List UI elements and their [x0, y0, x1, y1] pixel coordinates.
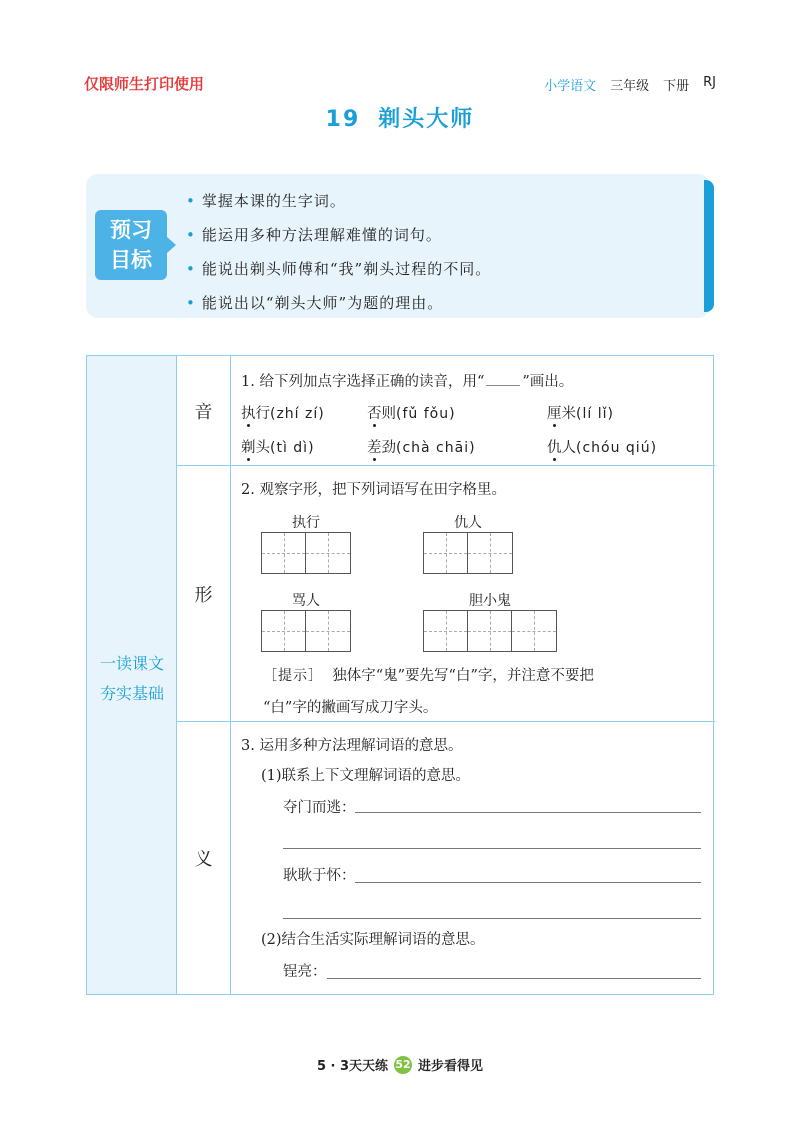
category-shape: 形: [177, 466, 231, 721]
section-label: 一读课文 夯实基础: [99, 654, 164, 703]
volume-label: 下册: [663, 79, 690, 94]
goal-item: • 能说出剃头师傅和“我”剃头过程的不同。: [186, 260, 492, 278]
word-label: 胆小鬼: [469, 593, 511, 609]
term-label: 夺门而逃：: [283, 800, 356, 816]
grade-label: 三年级: [610, 79, 650, 94]
question-3: 3. 运用多种方法理解词语的意思。: [241, 738, 463, 754]
goal-item: • 能运用多种方法理解难懂的词句。: [186, 226, 442, 244]
book-info: [544, 75, 716, 94]
exercise-section: [86, 355, 714, 995]
term-label: 耿耿于怀：: [283, 868, 356, 884]
word-label: 执行: [292, 515, 320, 531]
page-footer: [0, 1055, 800, 1074]
sub-question-2: (2)结合生活实际理解词语的意思。: [261, 932, 485, 948]
underline-sample: [486, 385, 520, 386]
tip-line-1: ［提示］ 独体字“鬼”要先写“白”字，并注意不要把: [263, 668, 594, 684]
footer-slogan: 进步看得见: [418, 1059, 484, 1074]
goals-list: [186, 184, 491, 320]
bullet-icon: •: [186, 294, 196, 312]
sub-question-1: (1)联系上下文理解词语的意思。: [261, 768, 471, 784]
pron-item: 差劲(chà chāi): [367, 440, 476, 456]
meaning-row: [177, 722, 715, 994]
sound-row: [177, 356, 715, 466]
print-notice: 仅限师生打印使用: [84, 75, 205, 93]
pron-item: 剃头(tì dì): [241, 440, 315, 456]
question-2: 2. 观察字形，把下列词语写在田字格里。: [241, 482, 506, 498]
preview-goals-badge: [95, 210, 167, 280]
badge-line-2: 目标: [110, 248, 152, 272]
tianzige-grid[interactable]: [423, 610, 557, 652]
category-meaning: 义: [177, 722, 231, 994]
section-sidebar: [87, 356, 177, 994]
pron-item: 否则(fǔ fǒu): [367, 406, 456, 422]
goal-item: • 掌握本课的生字词。: [186, 192, 346, 210]
bullet-icon: •: [186, 192, 196, 210]
shape-row: [177, 466, 715, 722]
term-label: 锃亮：: [283, 964, 327, 980]
answer-line[interactable]: [283, 918, 701, 919]
answer-line[interactable]: [355, 812, 701, 813]
pron-item: 执行(zhí zí): [241, 406, 325, 422]
answer-line[interactable]: [327, 978, 701, 979]
badge-line-1: 预习: [110, 218, 152, 242]
lesson-name: 剃头大师: [378, 107, 475, 132]
tianzige-grid[interactable]: [261, 610, 351, 652]
goals-panel-edge: [704, 180, 714, 312]
lesson-number: 19: [325, 107, 361, 132]
tianzige-grid[interactable]: [261, 532, 351, 574]
word-label: 骂人: [292, 593, 320, 609]
pron-item: 仇人(chóu qiú): [547, 440, 658, 456]
category-sound: 音: [177, 356, 231, 465]
lesson-title: [0, 102, 800, 133]
bullet-icon: •: [186, 260, 196, 278]
goal-item: • 能说出以“剃头大师”为题的理由。: [186, 294, 444, 312]
subject-label: 小学语文: [544, 79, 597, 94]
edition-label: RJ: [703, 75, 716, 90]
bullet-icon: •: [186, 226, 196, 244]
pron-item: 厘米(lí lǐ): [547, 406, 614, 422]
answer-line[interactable]: [355, 882, 701, 883]
footer-brand: 5 · 3天天练: [316, 1059, 389, 1074]
tianzige-grid[interactable]: [423, 532, 513, 574]
tip-line-2: “白”字的撇画写成刀字头。: [263, 700, 438, 716]
answer-line[interactable]: [283, 848, 701, 849]
word-label: 仇人: [454, 515, 482, 531]
question-1: 1. 给下列加点字选择正确的读音，用“ ”画出。: [241, 374, 574, 390]
page-number: 52: [394, 1056, 412, 1074]
